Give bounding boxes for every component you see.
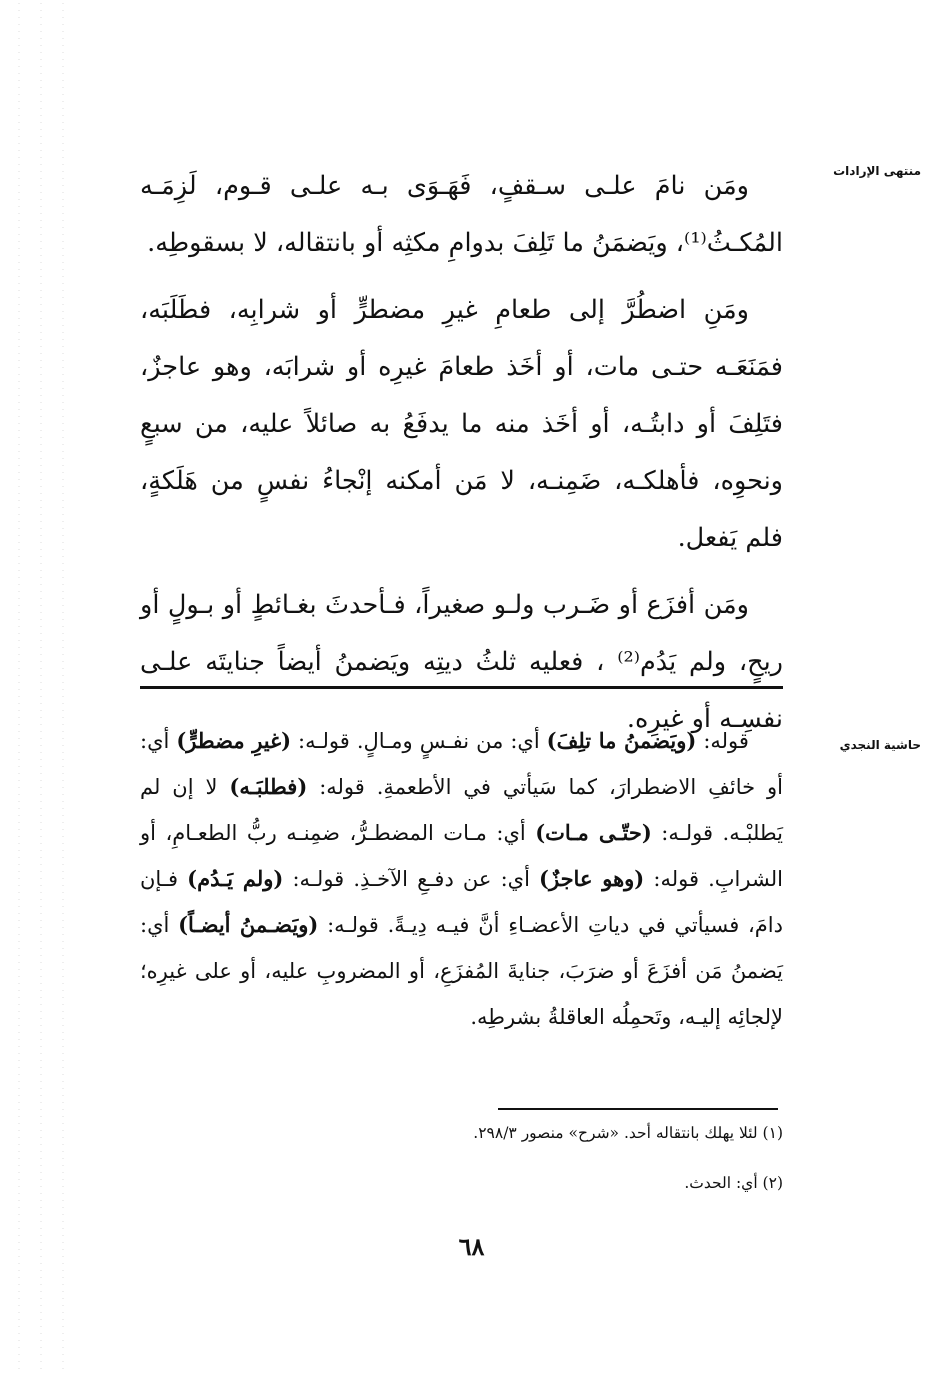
commentary-paragraph bbox=[140, 718, 783, 1040]
section-divider bbox=[140, 686, 783, 689]
commentary-span-5: أي: عن دفـعِ الآخـذِ. قولـه: bbox=[292, 867, 530, 891]
commentary-text bbox=[140, 718, 783, 1040]
page-number: ٦٨ bbox=[458, 1232, 485, 1261]
commentary-span-1: أي: من نفـسٍ ومـالٍ. قولـه: bbox=[298, 729, 540, 753]
keyword-3: (فطلبَـه) bbox=[229, 774, 308, 799]
main-text bbox=[140, 158, 783, 758]
commentary-intro: قوله: bbox=[703, 729, 749, 753]
footnote-1: (١) لئلا يهلك بانتقاله أحد. «شرح» منصور ٢٩٨/٣. bbox=[473, 1124, 783, 1142]
footnotes bbox=[140, 1122, 783, 1222]
main-paragraph-3: ومَن أفزَع أو ضَـرب ولـو صغيراً، فـأحدثَ بغـائطٍ أو بـولٍ أو ريحٍ، ولم يَدُم⁽²⁾ ، فعليه ثلثُ ديتِه ويَضمنُ أيضاً جنايتَه علـى نفسِـه أو غيرِه. bbox=[140, 590, 783, 734]
margin-label-commentary: حاشية النجدي bbox=[839, 738, 921, 752]
keyword-4: (حتّـى مـات) bbox=[535, 820, 652, 845]
keyword-1: (ويَضمنُ ما تلِفَ) bbox=[546, 728, 697, 753]
commentary-span-7: أي: يَضمنُ مَن أفزَعَ أو ضرَبَ، جنايةَ المُفزَعِ، أو المضروبِ عليه، أو على غيرِه؛ لإلجائِه إليـه، وتَحمِلُه العاقلةُ بشرطِه. bbox=[140, 913, 783, 1029]
footnote-divider bbox=[498, 1108, 778, 1110]
commentary-span-6: فـإن دامَ، فسيأتي في دياتِ الأعضـاءِ أنَّ فيـه دِيـةً. قولـه: bbox=[140, 867, 783, 937]
main-paragraph-1: ومَن نامَ علـى سـقفٍ، فَهَـوَى بـه علـى قـوم، لَزِمَـه المُكـثُ⁽¹⁾، ويَضمَنُ ما تَلِفَ بدوامِ مكثِه أو بانتقاله، لا بسقوطِه. bbox=[140, 171, 783, 258]
keyword-7: (ويَضـمنُ أيضـاً) bbox=[178, 912, 319, 937]
commentary-span-2: أي: أو خائفِ الاضطرارَ، كما سَيأتي في الأطعمةِ. قوله: bbox=[140, 729, 783, 799]
commentary-span-4: أي: مـات المضطـرُّ، ضمِنـه ربُّ الطعـامِ، أو الشرابِ. قوله: bbox=[140, 821, 783, 891]
keyword-6: (ولم يَـدُم) bbox=[187, 866, 284, 891]
margin-label-main: منتهى الإرادات bbox=[833, 164, 921, 178]
keyword-2: (غيرِ مضطرٍّ) bbox=[176, 728, 292, 753]
footnote-2: (٢) أي: الحدث. bbox=[684, 1174, 783, 1192]
keyword-5: (وهو عاجزٌ) bbox=[539, 866, 645, 891]
commentary-span-3: لا إن لم يَطلبْـه. قولـه: bbox=[140, 775, 783, 845]
main-paragraph-2: ومَنِ اضطُرَّ إلى طعامِ غيرِ مضطرٍّ أو شرابِه، فطَلَبَه، فمَنَعَـه حتـى مات، أو أخَذ طعامَ غيرِه أو شرابَه، وهو عاجزٌ، فتَلِفَ أو دابتُـه، أو أخَذ منه ما يدفَعُ به صائلاً عليه، من سبعٍ ونحوِه، فأهلكـه، ضَمِنـه، لا مَن أمكنه إنْجاءُ نفسٍ من هَلَكةٍ، فلم يَفعل. bbox=[140, 295, 783, 553]
